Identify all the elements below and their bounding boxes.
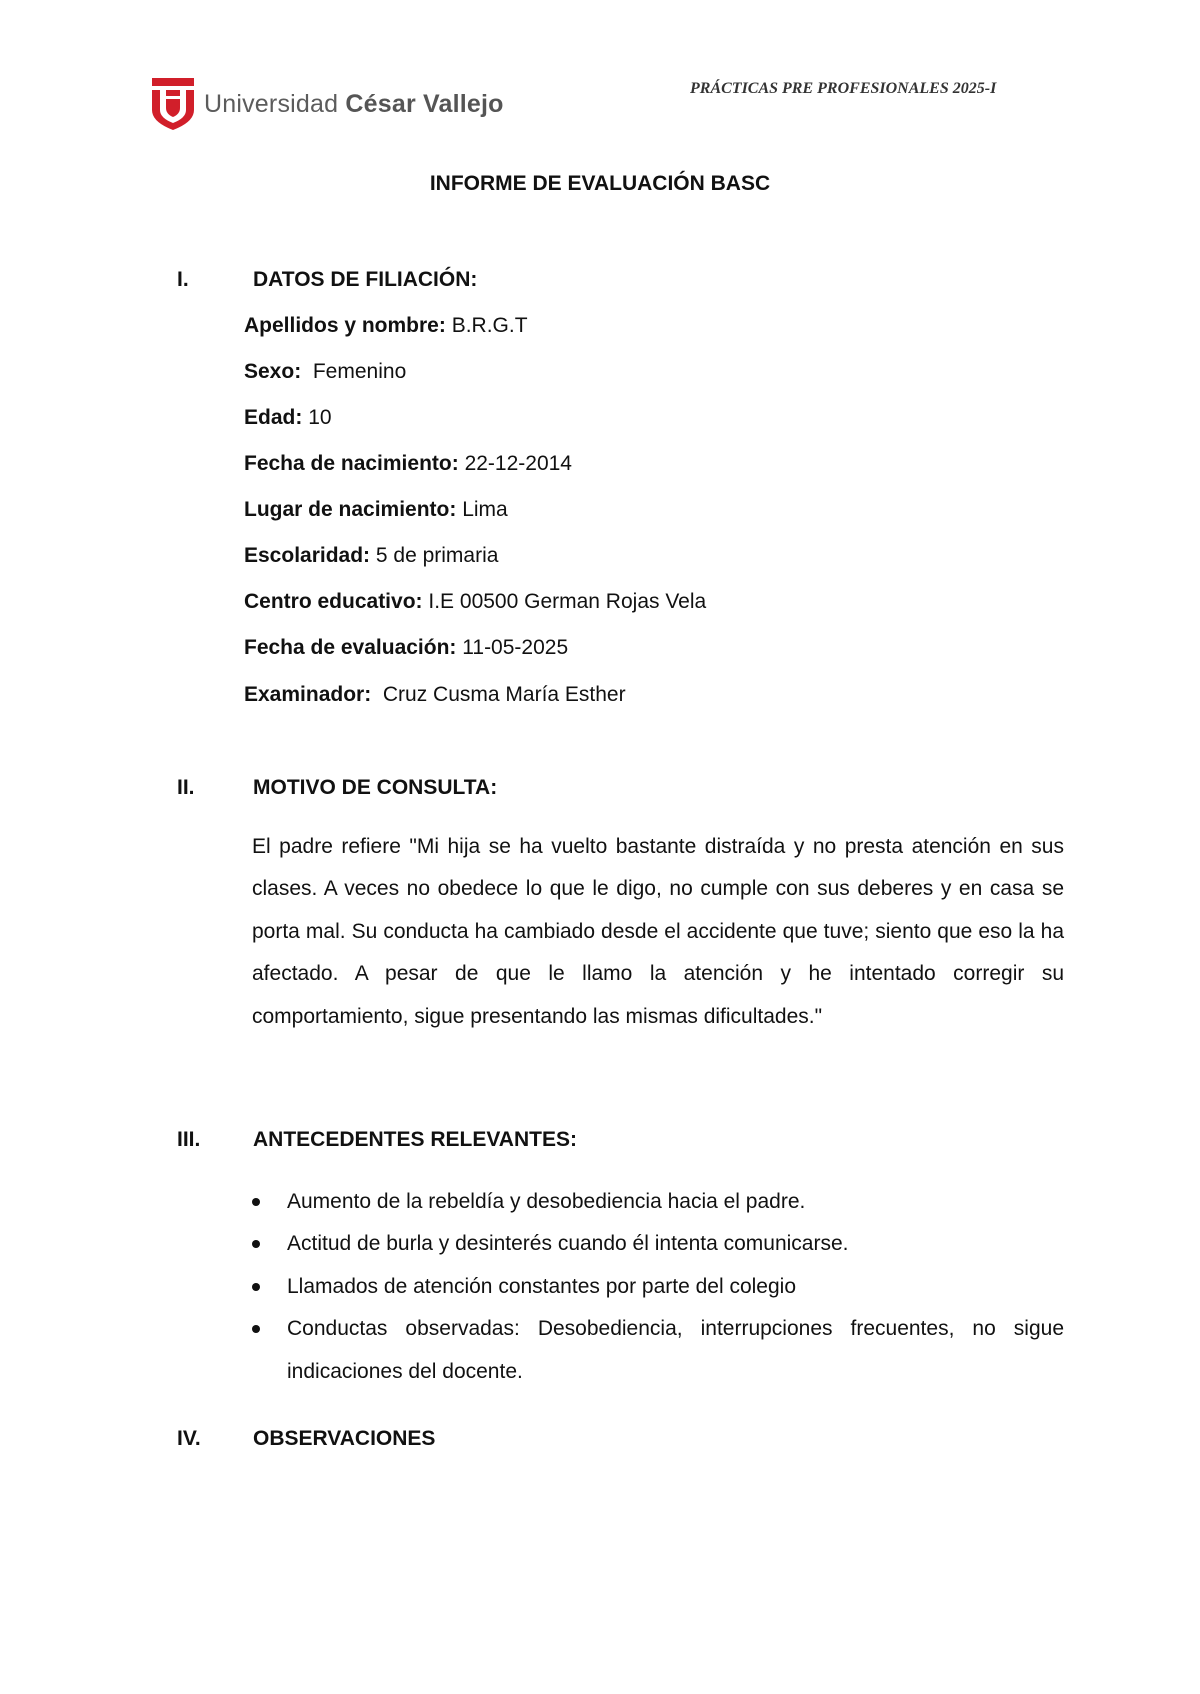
field-value: I.E 00500 German Rojas Vela [428,590,707,613]
field-escolaridad [244,544,498,568]
field-label: Sexo: [244,360,302,383]
field-edad [244,406,332,430]
field-value: 10 [308,406,332,429]
list-item-text: Conductas observadas: Desobediencia, interrupciones frecuentes, no sigue indicaciones del docente. [287,1317,1064,1383]
field-label: Apellidos y nombre: [244,314,446,337]
field-label: Fecha de nacimiento: [244,452,459,475]
document-title: INFORME DE EVALUACIÓN BASC [429,172,771,195]
field-value: Cruz Cusma María Esther [382,683,626,706]
field-lugar-nacimiento [244,498,508,522]
list-item [252,1181,1064,1223]
field-label: Centro educativo: [244,590,423,613]
university-name-bold: César Vallejo [345,89,504,118]
bullet-icon [252,1283,260,1291]
section-1-title: DATOS DE FILIACIÓN: [253,268,478,291]
field-apellidos [244,314,528,338]
bullet-icon [252,1198,260,1206]
field-value: B.R.G.T [451,314,528,337]
motivo-paragraph: El padre refiere "Mi hija se ha vuelto bastante distraída y no presta atención en sus clases. A veces no obedece lo que le digo, no cumple con sus deberes y en casa se porta mal. Su conducta ha cambiado desde el accidente que tuve; siento que eso la ha afectado. A pesar de que le llamo la atención y he intentado corregir su comportamiento, sigue presentando las mismas dificultades." [252,835,1064,1028]
section-2-title: MOTIVO DE CONSULTA: [253,776,498,799]
field-label: Examinador: [244,683,372,706]
list-item [252,1223,1064,1265]
field-centro-educativo [244,590,706,614]
program-label: PRÁCTICAS PRE PROFESIONALES 2025-I [690,80,997,97]
field-label: Edad: [244,406,303,429]
field-examinador [244,683,626,707]
university-name-regular: Universidad [204,89,339,118]
list-item [252,1266,1064,1308]
ucv-shield-icon [152,78,194,130]
field-label: Escolaridad: [244,544,371,567]
field-label: Fecha de evaluación: [244,636,457,659]
university-logo [152,78,504,130]
section-4-number: IV. [177,1427,201,1450]
section-4-title: OBSERVACIONES [253,1427,436,1450]
university-name [204,90,504,119]
bullet-icon [252,1325,260,1333]
field-label: Lugar de nacimiento: [244,498,457,521]
section-3-number: III. [177,1128,201,1151]
field-value: 5 de primaria [375,544,499,567]
bullet-icon [252,1240,260,1248]
list-item-text: Actitud de burla y desinterés cuando él intenta comunicarse. [287,1232,849,1256]
field-fecha-nacimiento [244,452,572,476]
list-item-text: Aumento de la rebeldía y desobediencia hacia el padre. [287,1190,806,1213]
field-value: Lima [462,498,508,521]
list-item-text: Llamados de atención constantes por parte del colegio [287,1274,797,1298]
field-fecha-evaluacion [244,636,568,660]
field-value: 11-05-2025 [462,636,569,659]
section-1-number: I. [177,268,189,291]
section-2-number: II. [177,776,195,799]
field-value: Femenino [312,360,407,383]
section-3-title: ANTECEDENTES RELEVANTES: [253,1128,577,1151]
field-sexo [244,360,406,384]
antecedentes-list [252,1181,1064,1393]
list-item [252,1308,1064,1393]
field-value: 22-12-2014 [464,452,572,475]
